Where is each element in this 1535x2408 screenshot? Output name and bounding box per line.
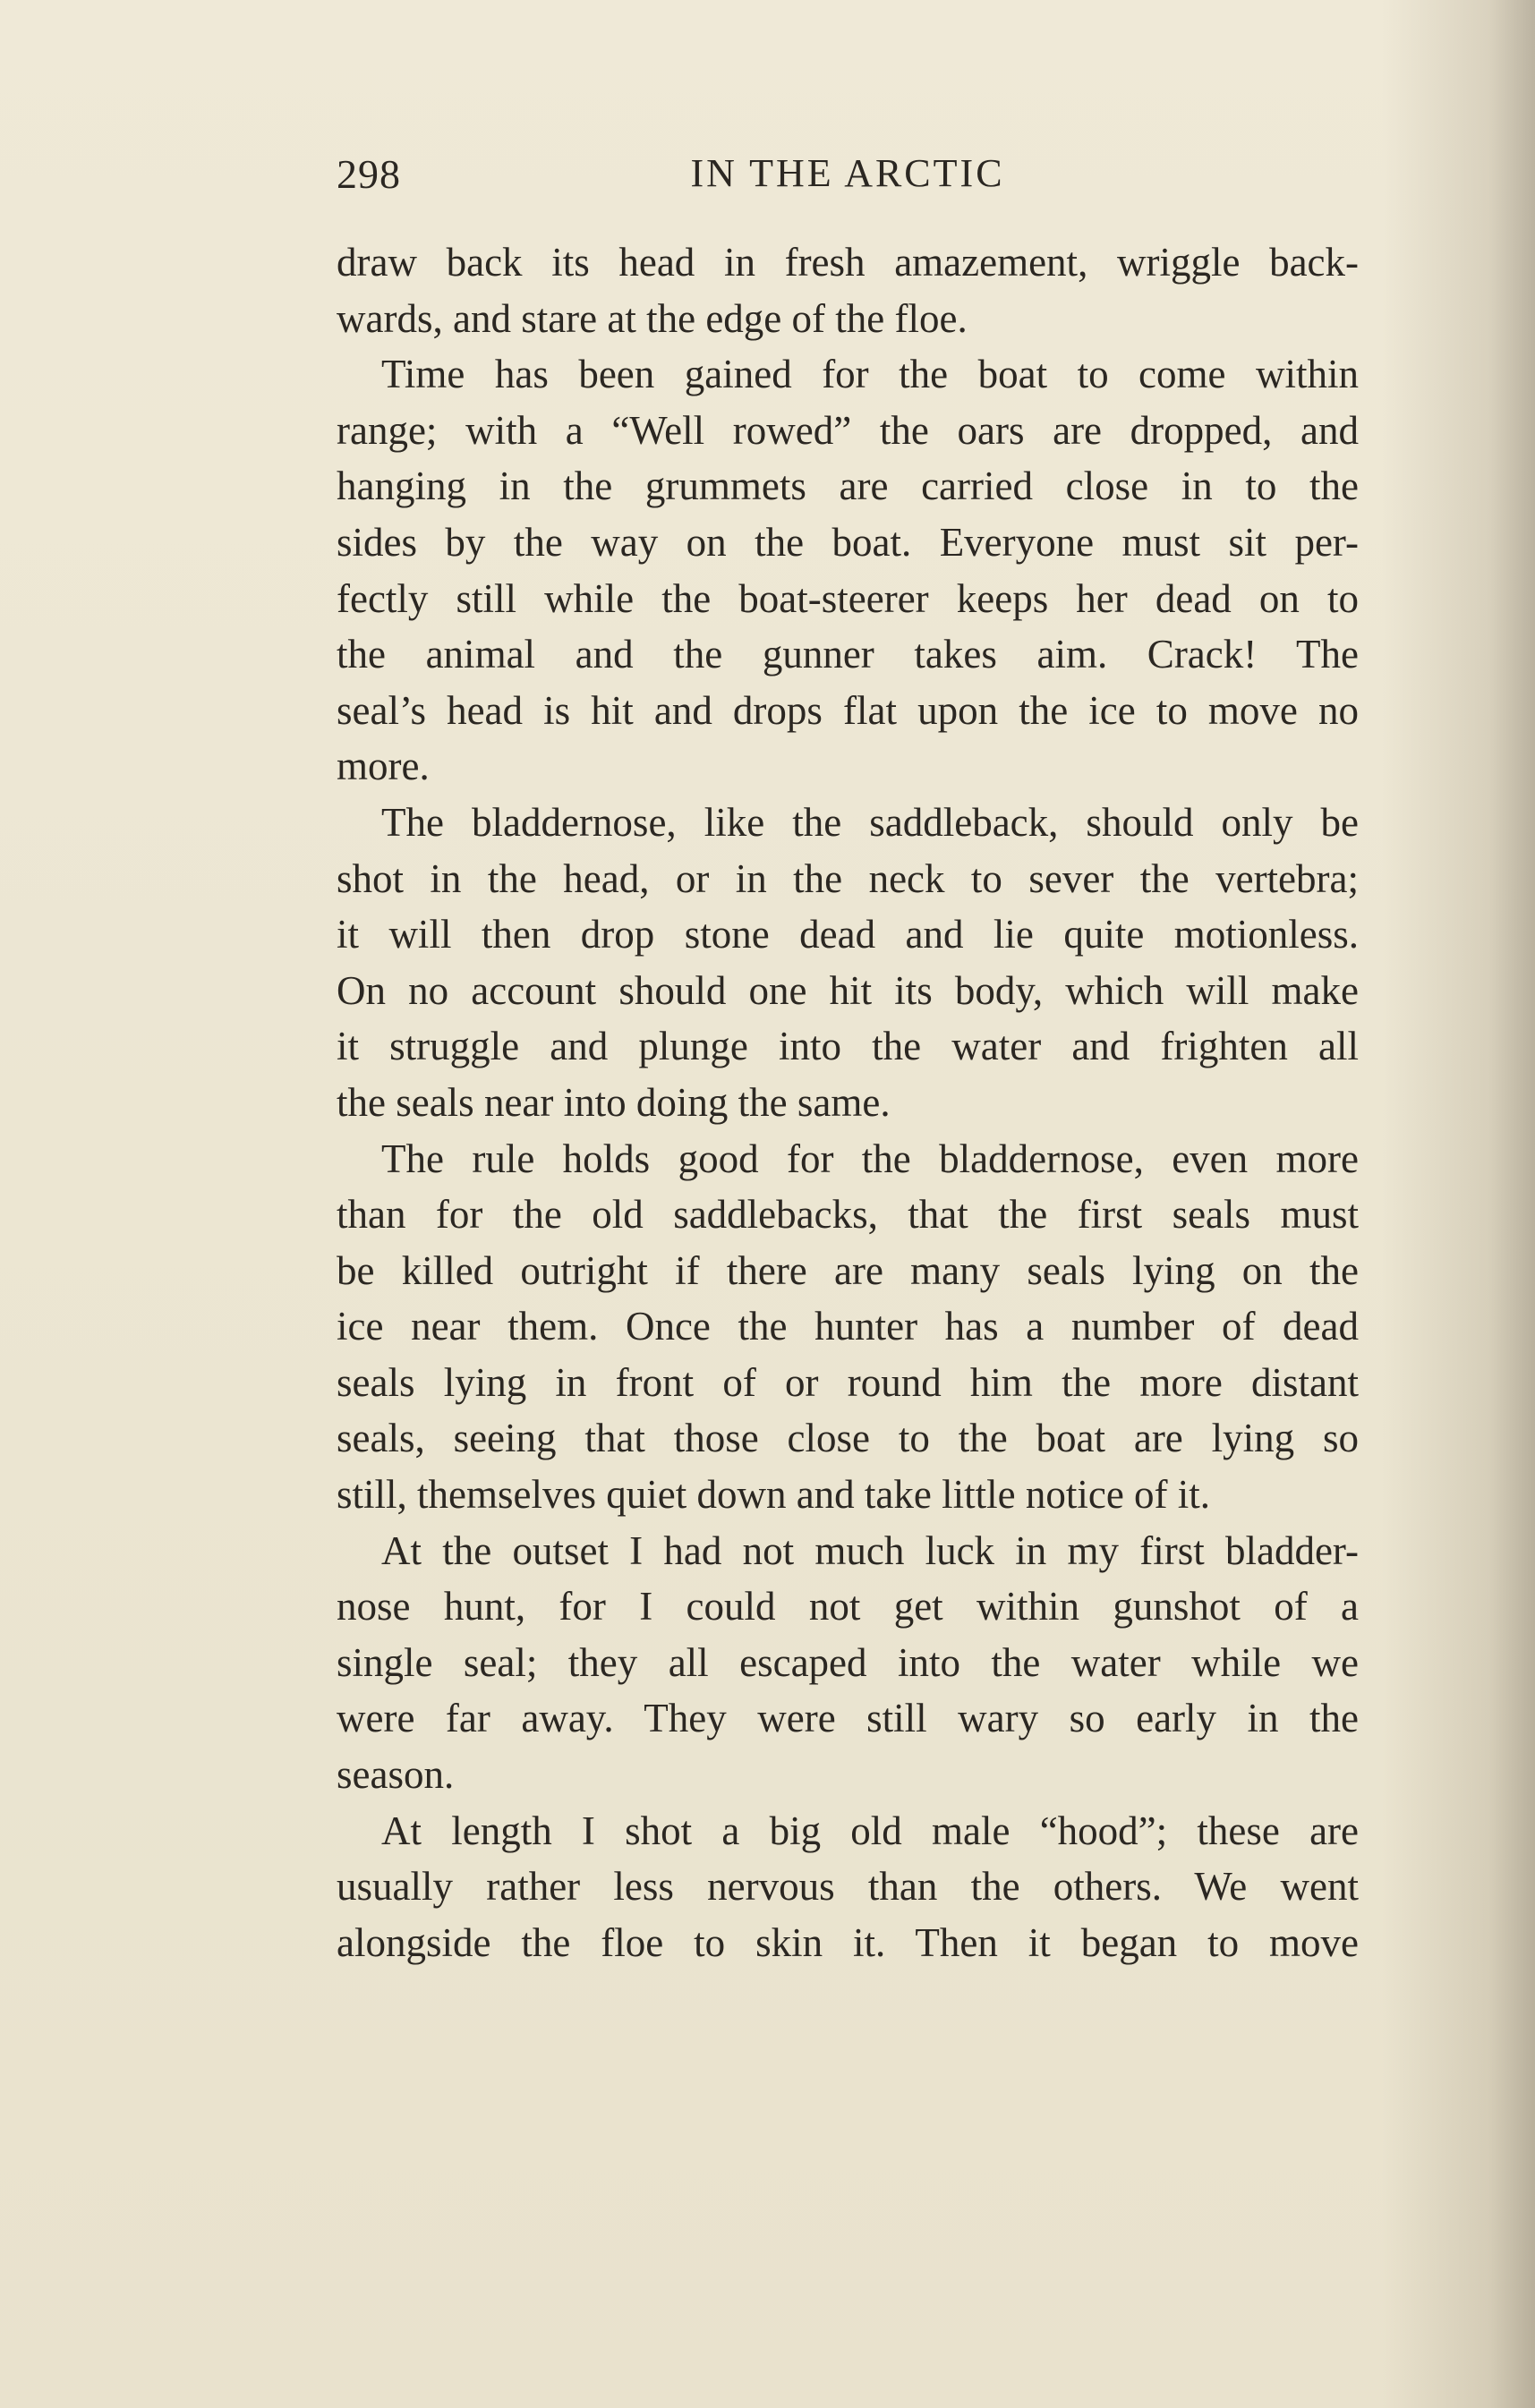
text-line: the animal and the gunner takes aim. Crack! The (337, 632, 1359, 677)
text-line: fectly still while the boat-steerer keeps her dead on to (337, 575, 1359, 621)
text-line: be killed outright if there are many seals lying on the (337, 1247, 1359, 1293)
text-line: Time has been gained for the boat to come within (381, 352, 1359, 397)
page-header (337, 150, 1359, 204)
text-line: still, themselves quiet down and take little notice of it. (337, 1472, 1211, 1518)
text-line: it struggle and plunge into the water and frighten all (337, 1024, 1359, 1069)
text-line: the seals near into doing the same. (337, 1079, 891, 1125)
text-line: wards, and stare at the edge of the floe. (337, 295, 968, 341)
text-line: usually rather less nervous than the others. We went (337, 1864, 1359, 1910)
page-number: 298 (337, 151, 401, 197)
text-line: On no account should one hit its body, which will make (337, 967, 1359, 1013)
text-line: At the outset I had not much luck in my first bladder- (381, 1527, 1359, 1573)
text-line: hanging in the grummets are carried close in to the (337, 464, 1359, 509)
text-line: draw back its head in fresh amazement, wriggle back- (337, 240, 1359, 285)
text-line: single seal; they all escaped into the water while we (337, 1639, 1359, 1685)
text-line: seals lying in front of or round him the more distant (337, 1359, 1359, 1405)
text-line: shot in the head, or in the neck to sever the vertebra; (337, 855, 1359, 901)
text-line: it will then drop stone dead and lie quite motionless. (337, 912, 1359, 957)
text-line: ice near them. Once the hunter has a number of dead (337, 1304, 1359, 1349)
text-line: The rule holds good for the bladdernose, even more (381, 1136, 1359, 1181)
text-line: range; with a “Well rowed” the oars are dropped, and (337, 407, 1359, 453)
text-line: alongside the floe to skin it. Then it began to move (337, 1919, 1359, 1965)
text-line: sides by the way on the boat. Everyone must sit per- (337, 519, 1359, 565)
text-line: than for the old saddlebacks, that the first seals must (337, 1192, 1359, 1238)
text-line: nose hunt, for I could not get within gunshot of a (337, 1584, 1359, 1629)
text-line: seal’s head is hit and drops flat upon the ice to move no (337, 687, 1359, 733)
text-line: seals, seeing that those close to the boat are lying so (337, 1416, 1359, 1461)
text-line: were far away. They were still wary so early in the (337, 1696, 1359, 1741)
text-line: more. (337, 744, 430, 789)
running-head: IN THE ARCTIC (690, 151, 1005, 195)
text-line: The bladdernose, like the saddleback, should only be (381, 799, 1359, 845)
text-line: At length I shot a big old male “hood”; these are (381, 1808, 1359, 1853)
text-line: season. (337, 1752, 455, 1798)
body-text (337, 234, 1359, 1970)
